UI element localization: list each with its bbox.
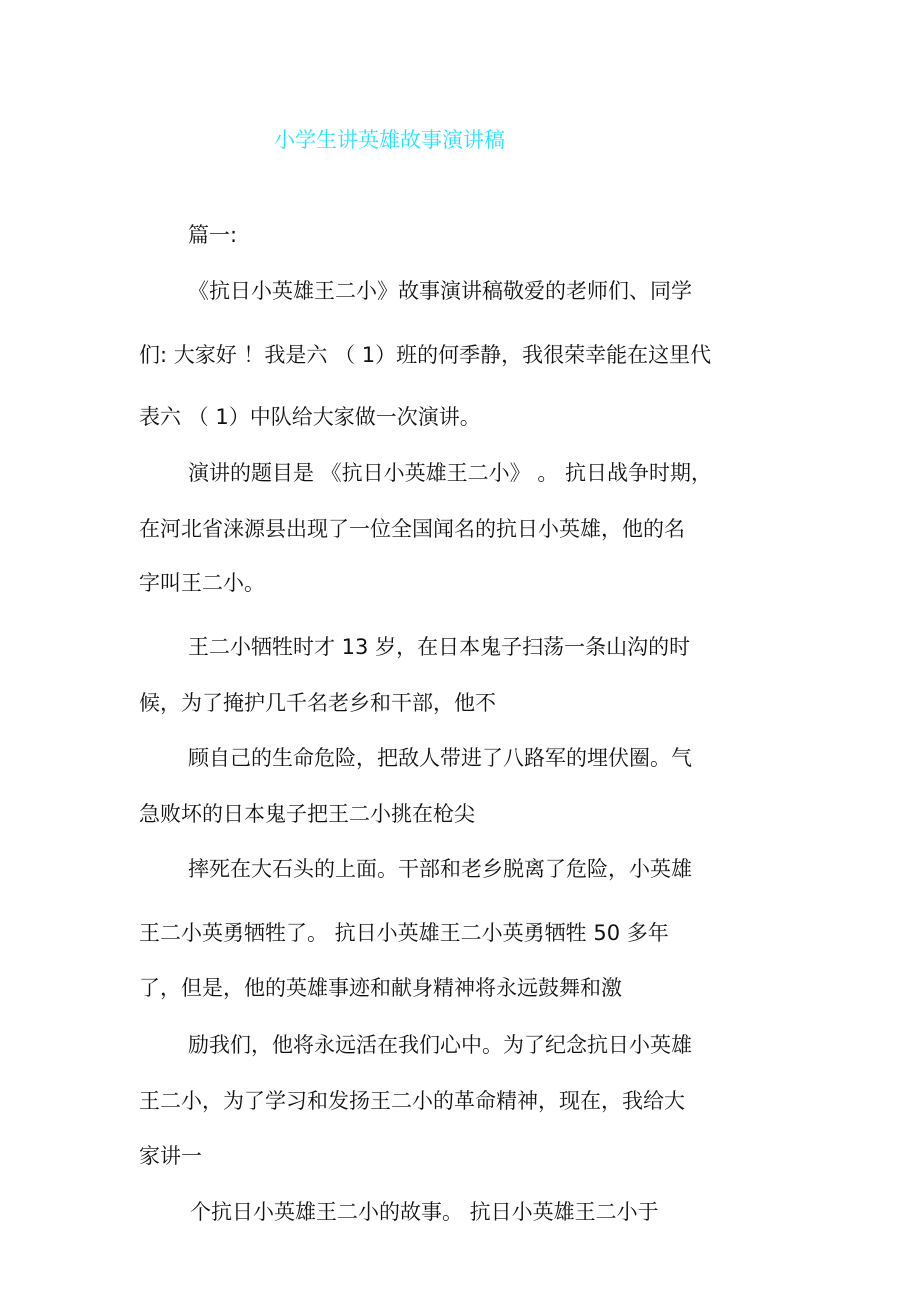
paragraph-line: 王二小牺牲时才 13 岁，在日本鬼子扫荡一条山沟的时 — [188, 635, 691, 659]
paragraph-line: 王二小英勇牺牲了。 抗日小英雄王二小英勇牺牲 50 多年 — [139, 921, 669, 945]
paragraph-line: 顾自己的生命危险，把敌人带进了八路军的埋伏圈。气 — [188, 746, 692, 770]
paragraph-line: 们: 大家好 ！我是六 （ 1）班的何季静，我很荣幸能在这里代 — [139, 343, 712, 367]
paragraph-line: 摔死在大石头的上面。干部和老乡脱离了危险，小英雄 — [188, 857, 692, 881]
paragraph-line: 急败坏的日本鬼子把王二小挑在枪尖 — [139, 802, 475, 826]
paragraph-line: 表六 （ 1）中队给大家做一次演讲。 — [139, 405, 481, 429]
paragraph-line: 候，为了掩护几千名老乡和干部，他不 — [139, 691, 496, 715]
paragraph-line: 《抗日小英雄王二小》故事演讲稿敬爱的老师们、同学 — [188, 279, 692, 303]
paragraph-line: 王二小，为了学习和发扬王二小的革命精神，现在，我给大 — [139, 1089, 685, 1113]
paragraph-line: 励我们，他将永远活在我们心中。为了纪念抗日小英雄 — [188, 1033, 692, 1057]
paragraph-line: 字叫王二小。 — [139, 571, 265, 595]
paragraph-line: 演讲的题目是 《抗日小英雄王二小》 。 抗日战争时期， — [188, 461, 713, 485]
paragraph-line: 家讲一 — [139, 1144, 202, 1168]
paragraph-line: 在河北省涞源县出现了一位全国闻名的抗日小英雄，他的名 — [139, 517, 685, 541]
paragraph-line: 个抗日小英雄王二小的故事。 抗日小英雄王二小于 — [190, 1200, 659, 1224]
section-heading: 篇一: — [188, 223, 238, 247]
document-title: 小学生讲英雄故事演讲稿 — [274, 128, 505, 152]
paragraph-line: 了，但是，他的英雄事迹和献身精神将永远鼓舞和激 — [139, 976, 622, 1000]
